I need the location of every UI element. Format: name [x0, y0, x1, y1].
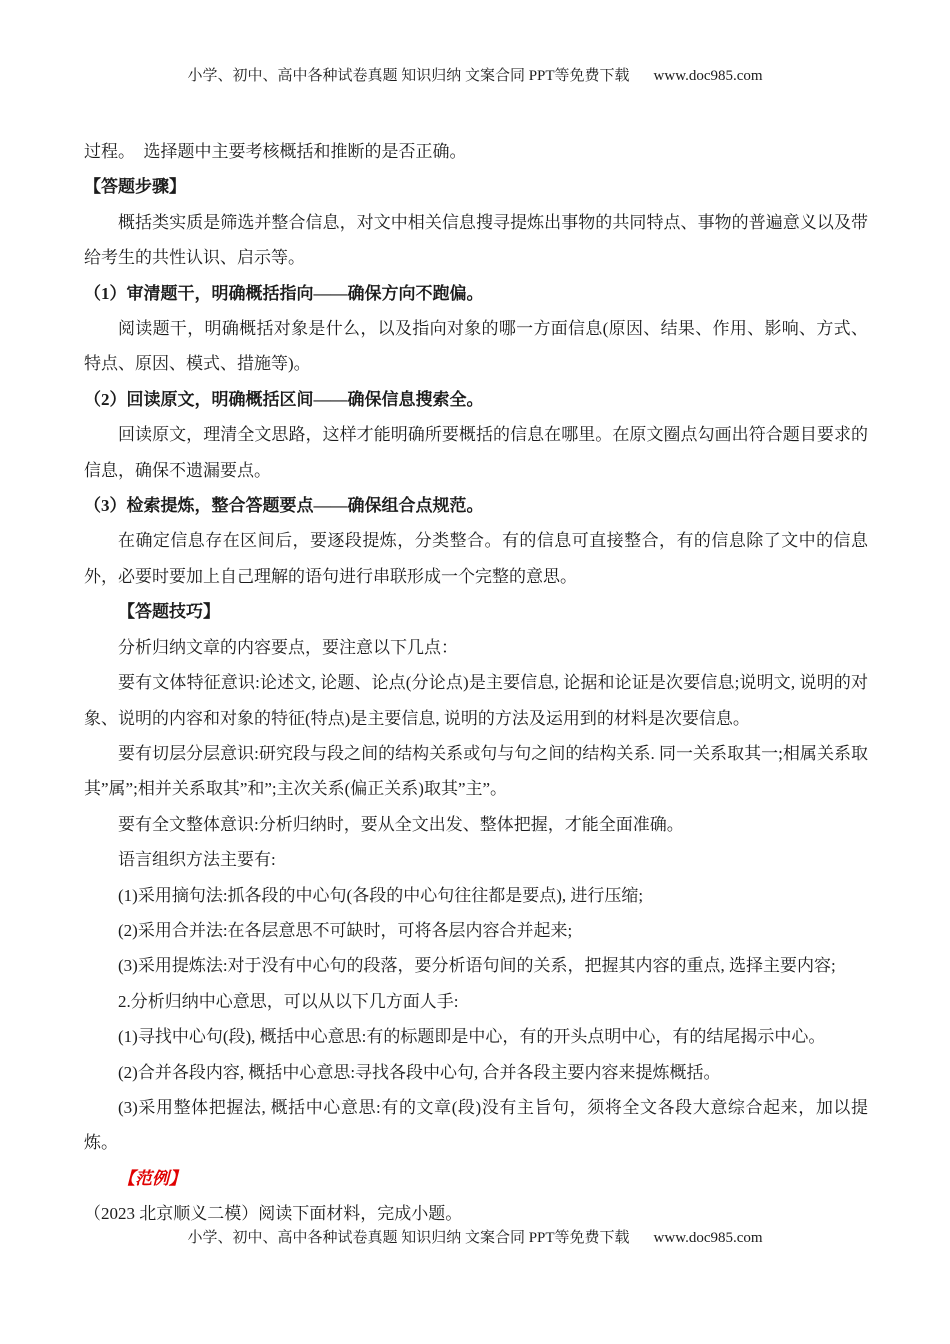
- document-body: [84, 134, 868, 1232]
- paragraph: 要有切层分层意识:研究段与段之间的结构关系或句与句之间的结构关系. 同一关系取其一;相属关系取其”属”;相并关系取其”和”;主次关系(偏正关系)取其”主”。: [84, 743, 868, 799]
- paragraph: 概括类实质是筛选并整合信息，对文中相关信息搜寻提炼出事物的共同特点、事物的普遍意义以及带给考生的共性认识、启示等。: [84, 212, 868, 268]
- paragraph: 要有全文整体意识:分析归纳时，要从全文出发、整体把握，才能全面准确。: [118, 814, 684, 834]
- step-heading-1: （1）审清题干，明确概括指向——确保方向不跑偏。: [84, 283, 484, 303]
- paragraph-continuation: 过程。 选择题中主要考核概括和推断的是否正确。: [84, 142, 467, 161]
- list-item-method-2: (2)采用合并法:在各层意思不可缺时，可将各层内容合并起来;: [118, 920, 573, 940]
- example-instruction: 阅读下面材料，完成小题。: [258, 1204, 463, 1224]
- paragraph: 2.分析归纳中心意思，可以从以下几方面人手:: [118, 991, 459, 1011]
- paragraph: 语言组织方法主要有:: [118, 850, 276, 870]
- list-item-method-3: (3)采用提炼法:对于没有中心句的段落，要分析语句间的关系，把握其内容的重点, 选择主要内容;: [118, 956, 836, 976]
- header-promo-text: 小学、初中、高中各种试卷真题 知识归纳 文案合同 PPT等免费下载: [187, 68, 630, 84]
- section-heading-answer-skills: 【答题技巧】: [118, 602, 220, 622]
- header-site-url: www.doc985.com: [653, 68, 763, 84]
- paragraph: 在确定信息存在区间后，要逐段提炼，分类整合。有的信息可直接整合，有的信息除了文中的信息外，必要时要加上自己理解的语句进行串联形成一个完整的意思。: [84, 531, 868, 586]
- paragraph: 分析归纳文章的内容要点，要注意以下几点：: [118, 637, 458, 657]
- list-item-central-1: (1)寻找中心句(段), 概括中心意思:有的标题即是中心，有的开头点明中心，有的结尾揭示中心。: [118, 1027, 826, 1047]
- section-heading-answer-steps: 【答题步骤】: [84, 177, 186, 197]
- page-footer: [0, 1226, 950, 1247]
- page-header: [0, 64, 950, 85]
- list-item-central-2: (2)合并各段内容, 概括中心意思:寻找各段中心句, 合并各段主要内容来提炼概括。: [118, 1062, 721, 1082]
- paragraph: 回读原文，理清全文思路，这样才能明确所要概括的信息在哪里。在原文圈点勾画出符合题目要求的信息，确保不遗漏要点。: [84, 425, 868, 480]
- step-heading-2: （2）回读原文，明确概括区间——确保信息搜索全。: [84, 389, 484, 409]
- section-heading-example: 【范例】: [118, 1168, 186, 1188]
- footer-site-url: www.doc985.com: [653, 1230, 763, 1246]
- paragraph: 阅读题干，明确概括对象是什么，以及指向对象的哪一方面信息(原因、结果、作用、影响、方式、特点、原因、模式、措施等)。: [84, 319, 868, 374]
- step-heading-3: （3）检索提炼，整合答题要点——确保组合点规范。: [84, 496, 484, 516]
- footer-promo-text: 小学、初中、高中各种试卷真题 知识归纳 文案合同 PPT等免费下载: [187, 1230, 630, 1246]
- paragraph: 要有文体特征意识:论述文, 论题、论点(分论点)是主要信息, 论据和论证是次要信息;说明文, 说明的对象、说明的内容和对象的特征(特点)是主要信息, 说明的方法及运用到的材料是次要信息。: [84, 673, 868, 728]
- example-source: （2023 北京顺义二模）: [84, 1204, 259, 1224]
- list-item-central-3: (3)采用整体把握法, 概括中心意思:有的文章(段)没有主旨句，须将全文各段大意综合起来，加以提炼。: [84, 1097, 868, 1153]
- list-item-method-1: (1)采用摘句法:抓各段的中心句(各段的中心句往往都是要点), 进行压缩;: [118, 885, 644, 905]
